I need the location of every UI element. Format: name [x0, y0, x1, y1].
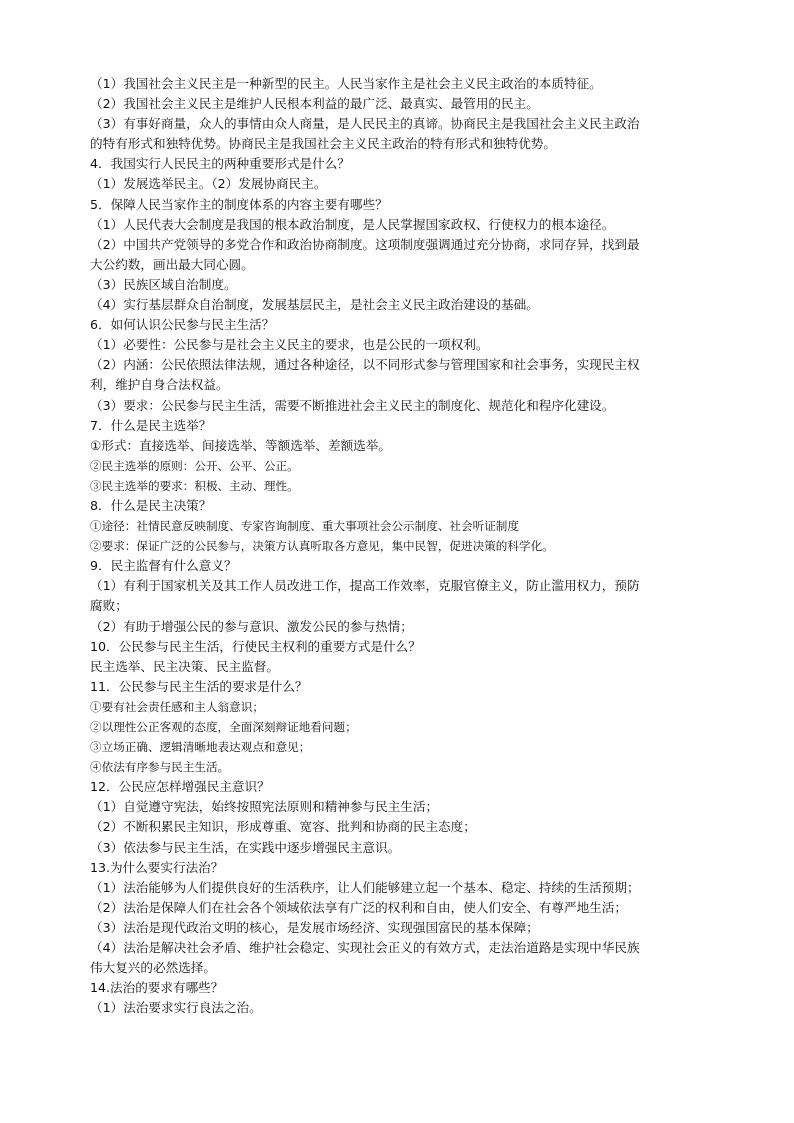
text-line: ③立场正确、逻辑清晰地表达观点和意见；: [90, 740, 311, 755]
question-heading: 14.法治的要求有哪些？: [90, 980, 224, 996]
text-line: （3）民族区域自治制度。: [90, 276, 237, 292]
text-line: ③民主选举的要求：积极、主动、理性。: [90, 478, 299, 493]
text-line: 大公约数，画出最大同心圆。: [90, 256, 254, 272]
question-heading: 7．什么是民主选举？: [90, 417, 212, 433]
text-line: （1）必要性：公民参与是社会主义民主的要求，也是公民的一项权利。: [90, 337, 489, 353]
question-heading: 11．公民参与民主生活的要求是什么？: [90, 678, 308, 694]
question-heading: 5．保障人民当家作主的制度体系的内容主要有哪些？: [90, 196, 388, 212]
document-body: [90, 74, 714, 1018]
text-line: ①形式：直接选举、间接选举、等额选举、差额选举。: [90, 437, 391, 453]
text-line: （1）法治能够为人们提供良好的生活秩序，让人们能够建立起一个基本、稳定、持续的生活预期；: [90, 879, 640, 895]
question-heading: 12．公民应怎样增强民主意识？: [90, 779, 270, 795]
text-line: （4）法治是解决社会矛盾、维护社会稳定、实现社会正义的有效方式，走法治道路是实现中华民族: [90, 940, 640, 956]
text-line: （2）我国社会主义民主是维护人民根本利益的最广泛、最真实、最管用的民主。: [90, 96, 539, 112]
text-line: 腐败；: [90, 598, 128, 614]
text-line: ②以理性公正客观的态度，全面深刻辩证地看问题；: [90, 720, 357, 734]
text-line: 民主选举、民主决策、民主监督。: [90, 658, 279, 674]
question-heading: 4．我国实行人民民主的两种重要形式是什么？: [90, 156, 350, 172]
text-line: （3）依法参与民主生活，在实践中逐步增强民主意识。: [90, 839, 401, 855]
text-line: （2）中国共产党领导的多党合作和政治协商制度。这项制度强调通过充分协商，求同存异，找到最: [90, 236, 640, 252]
text-line: ①途径：社情民意反映制度、专家咨询制度、重大事项社会公示制度、社会听证制度: [90, 519, 519, 534]
text-line: （1）我国社会主义民主是一种新型的民主。人民当家作主是社会主义民主政治的本质特征。: [90, 76, 602, 91]
text-line: （1）自觉遵守宪法，始终按照宪法原则和精神参与民主生活；: [90, 799, 439, 815]
text-line: （1）法治要求实行良法之治。: [90, 1000, 262, 1016]
text-line: （2）内涵：公民依照法律法规，通过各种途径，以不同形式参与管理国家和社会事务，实现民主权: [90, 357, 640, 373]
text-line: （2）有助于增强公民的参与意识、激发公民的参与热情；: [90, 618, 413, 634]
text-line: ④依法有序参与民主生活。: [90, 760, 230, 775]
text-line: （3）法治是现代政治文明的核心，是发展市场经济、实现强国富民的基本保障；: [90, 919, 539, 935]
question-heading: 6．如何认识公民参与民主生活？: [90, 317, 275, 333]
text-line: ②要求：保证广泛的公民参与，决策方认真听取各方意见，集中民智，促进决策的科学化。: [90, 539, 554, 554]
text-line: ②民主选举的原则：公开、公平、公正。: [90, 458, 299, 473]
text-line: 的特有形式和独特优势。协商民主是我国社会主义民主政治的特有形式和独特优势。: [90, 136, 556, 152]
text-line: （4）实行基层群众自治制度，发展基层民主，是社会主义民主政治建设的基础。: [90, 297, 539, 313]
text-line: （1）发展选举民主。（2）发展协商民主。: [90, 176, 327, 192]
question-heading: 9．民主监督有什么意义？: [90, 558, 237, 574]
text-line: （2）不断积累民主知识，形成尊重、宽容、批判和协商的民主态度；: [90, 819, 476, 835]
text-line: （3）要求：公民参与民主生活，需要不断推进社会主义民主的制度化、规范化和程序化建设。: [90, 397, 615, 413]
text-line: 利，维护自身合法权益。: [90, 377, 229, 393]
question-heading: 13.为什么要实行法治？: [90, 859, 224, 875]
text-line: （1）人民代表大会制度是我国的根本政治制度，是人民掌握国家政权、行使权力的根本途径。: [90, 216, 615, 232]
text-line: （3）有事好商量，众人的事情由众人商量，是人民民主的真谛。协商民主是我国社会主义民主政治: [90, 116, 640, 132]
question-heading: 10．公民参与民主生活，行使民主权利的重要方式是什么？: [90, 638, 421, 654]
text-line: （2）法治是保障人们在社会各个领域依法享有广泛的权利和自由，使人们安全、有尊严地生活；: [90, 899, 627, 915]
text-line: （1）有利于国家机关及其工作人员改进工作，提高工作效率，克服官僚主义，防止滥用权力，预防: [90, 578, 640, 594]
text-line: ①要有社会责任感和主人翁意识；: [90, 699, 264, 714]
text-line: 伟大复兴的必然选择。: [90, 960, 216, 976]
question-heading: 8．什么是民主决策？: [90, 497, 212, 513]
